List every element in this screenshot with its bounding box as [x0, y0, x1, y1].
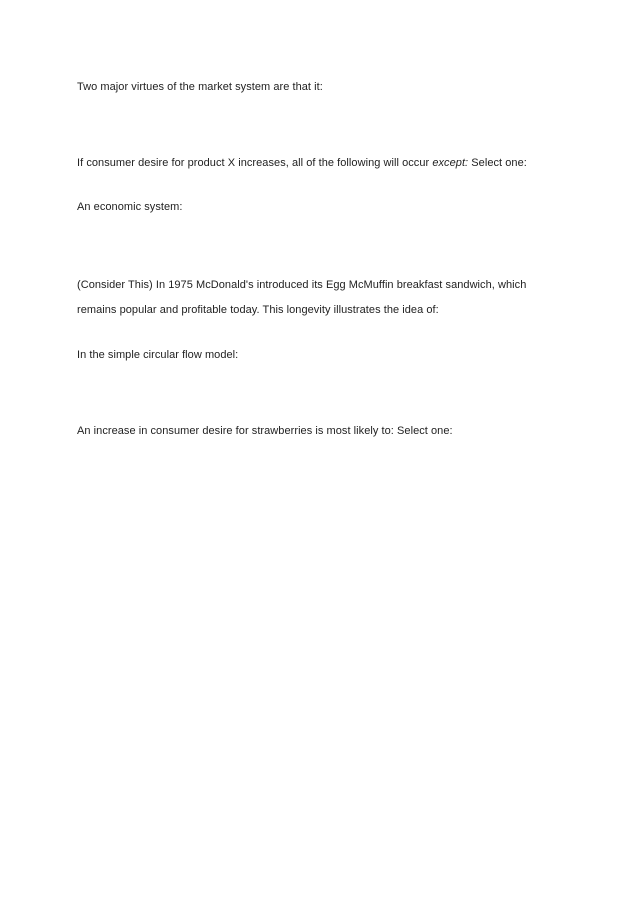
question-text-suffix: Select one:	[468, 157, 527, 169]
question-emphasis: except:	[432, 157, 469, 169]
question-mcdonalds-line-2: remains popular and profitable today. This longevity illustrates the idea of:	[77, 304, 439, 316]
question-mcdonalds-line-1: (Consider This) In 1975 McDonald's introduced its Egg McMuffin breakfast sandwich, which	[77, 279, 527, 291]
question-circular-flow-model: In the simple circular flow model:	[77, 349, 239, 361]
question-consumer-desire-product-x	[77, 156, 527, 170]
question-strawberries-demand: An increase in consumer desire for strawberries is most likely to: Select one:	[77, 425, 453, 437]
question-text: If consumer desire for product X increases, all of the following will occur	[77, 157, 433, 169]
question-market-system-virtues: Two major virtues of the market system are that it:	[77, 81, 323, 93]
question-economic-system: An economic system:	[77, 201, 183, 213]
